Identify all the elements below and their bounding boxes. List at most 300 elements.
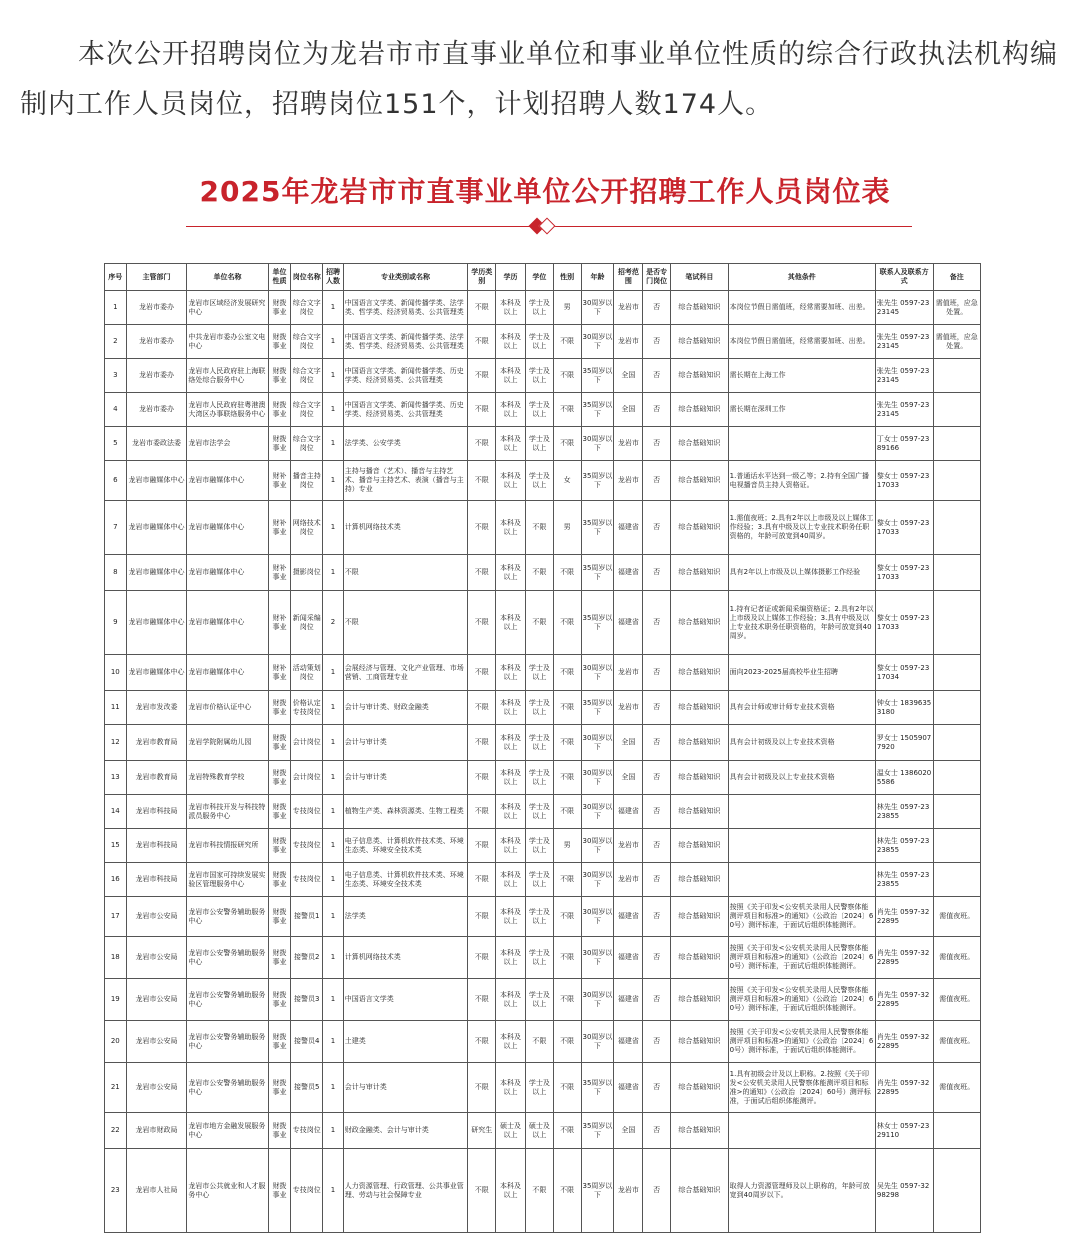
table-cell: 按照《关于印发<公安机关录用人民警察体能测评项目和标准>的通知》（公政治〔2024〕60号）测评标准，于面试后组织体能测评。: [728, 937, 875, 979]
table-cell: 龙岩市地方金融发展服务中心: [187, 1113, 268, 1149]
table-cell: 学士及以上: [525, 761, 553, 795]
table-cell: 龙岩市区域经济发展研究中心: [187, 291, 268, 325]
table-cell: 学士及以上: [525, 937, 553, 979]
table-cell: 财补事业: [268, 555, 291, 591]
table-cell: 综合基础知识: [671, 795, 729, 829]
table-cell: 综合基础知识: [671, 591, 729, 655]
table-cell: 会计岗位: [291, 725, 323, 761]
table-cell: 龙岩市人社局: [126, 1149, 187, 1233]
table-cell: 福建省: [614, 555, 643, 591]
table-cell: 龙岩市公安警务辅助服务中心: [187, 937, 268, 979]
table-cell: 综合文字岗位: [291, 325, 323, 359]
table-cell: 不限: [553, 1149, 581, 1233]
table-cell: 不限: [525, 501, 553, 555]
table-cell: 不限: [553, 795, 581, 829]
column-header: 招考范围: [614, 264, 643, 291]
table-cell: 土建类: [343, 1021, 468, 1063]
table-cell: 财补事业: [268, 591, 291, 655]
table-cell: 23: [105, 1149, 127, 1233]
table-cell: 1: [323, 461, 344, 501]
table-cell: 主持与播音（艺术）、播音与主持艺术、播音与主持艺术、表演（播音与主持）专业: [343, 461, 468, 501]
table-cell: 会展经济与管理、文化产业管理、市场营销、工商管理专业: [343, 655, 468, 691]
table-cell: [933, 359, 981, 393]
table-cell: 1: [323, 393, 344, 427]
table-cell: 学士及以上: [525, 725, 553, 761]
table-row: [105, 655, 981, 691]
table-cell: 本岗位节假日需值班，经常需要加班、出差。: [728, 325, 875, 359]
table-cell: 龙岩市公安局: [126, 1021, 187, 1063]
table-cell: 本科及以上: [496, 979, 526, 1021]
table-cell: 福建省: [614, 795, 643, 829]
table-cell: 综合基础知识: [671, 1113, 729, 1149]
table-cell: 30周岁以下: [581, 979, 614, 1021]
table-cell: 吴先生 0597-3298298: [875, 1149, 933, 1233]
table-cell: 不限: [553, 691, 581, 725]
table-cell: 财拨事业: [268, 897, 291, 937]
table-cell: [728, 795, 875, 829]
table-cell: 专技岗位: [291, 863, 323, 897]
column-header: 笔试科目: [671, 264, 729, 291]
table-cell: 财拨事业: [268, 1149, 291, 1233]
table-cell: 龙岩市公安警务辅助服务中心: [187, 979, 268, 1021]
table-cell: 35周岁以下: [581, 691, 614, 725]
table-cell: 网络技术岗位: [291, 501, 323, 555]
table-cell: 不限: [468, 655, 496, 691]
column-header: 单位名称: [187, 264, 268, 291]
table-cell: 龙岩市融媒体中心: [187, 655, 268, 691]
table-cell: [933, 795, 981, 829]
table-cell: 否: [643, 359, 671, 393]
table-cell: 财拨事业: [268, 863, 291, 897]
table-cell: 12: [105, 725, 127, 761]
column-header: 学位: [525, 264, 553, 291]
table-cell: 否: [643, 761, 671, 795]
position-table: [104, 263, 981, 1233]
table-cell: 按照《关于印发<公安机关录用人民警察体能测评项目和标准>的通知》（公政治〔2024〕60号）测评标准，于面试后组织体能测评。: [728, 1021, 875, 1063]
table-cell: 综合基础知识: [671, 427, 729, 461]
table-cell: [933, 1149, 981, 1233]
divider-diamond-outline-icon: [539, 218, 556, 235]
table-row: [105, 1021, 981, 1063]
table-cell: 需长期在上海工作: [728, 359, 875, 393]
table-cell: 不限: [468, 427, 496, 461]
column-header: 招聘人数: [323, 264, 344, 291]
table-cell: 综合基础知识: [671, 655, 729, 691]
table-cell: 30周岁以下: [581, 761, 614, 795]
table-cell: 本科及以上: [496, 795, 526, 829]
table-cell: 不限: [468, 501, 496, 555]
table-cell: 肖先生 0597-3222895: [875, 979, 933, 1021]
table-cell: 福建省: [614, 501, 643, 555]
table-title: 2025年龙岩市市直事业单位公开招聘工作人员岗位表: [199, 175, 891, 208]
table-cell: 学士及以上: [525, 461, 553, 501]
table-cell: 30周岁以下: [581, 829, 614, 863]
table-cell: 接警员3: [291, 979, 323, 1021]
table-cell: 不限: [468, 1149, 496, 1233]
table-cell: 龙岩市融媒体中心: [187, 555, 268, 591]
table-cell: 11: [105, 691, 127, 725]
table-cell: 龙岩市: [614, 461, 643, 501]
intro-paragraph: 本次公开招聘岗位为龙岩市市直事业单位和事业单位性质的综合行政执法机构编制内工作人员岗位，招聘岗位151个，计划招聘人数174人。: [20, 39, 1058, 120]
table-cell: 龙岩市科技开发与科技特派员服务中心: [187, 795, 268, 829]
column-header: 其他条件: [728, 264, 875, 291]
table-cell: 综合基础知识: [671, 461, 729, 501]
table-cell: 1.需值夜班；2.具有2年以上市级及以上媒体工作经验；3.具有中级及以上专业技术职务任职资格的，年龄可放宽到40周岁。: [728, 501, 875, 555]
table-cell: 不限: [468, 1021, 496, 1063]
table-cell: 林女士 0597-2329110: [875, 1113, 933, 1149]
table-cell: 否: [643, 937, 671, 979]
table-cell: 不限: [468, 359, 496, 393]
table-row: [105, 393, 981, 427]
table-cell: 财拨事业: [268, 979, 291, 1021]
table-cell: 不限: [468, 897, 496, 937]
table-cell: [933, 761, 981, 795]
table-cell: 13: [105, 761, 127, 795]
table-cell: 综合基础知识: [671, 393, 729, 427]
table-cell: 财拨事业: [268, 1021, 291, 1063]
table-cell: 龙岩市: [614, 863, 643, 897]
table-cell: 综合基础知识: [671, 691, 729, 725]
table-cell: 1: [323, 427, 344, 461]
table-cell: 否: [643, 1021, 671, 1063]
table-cell: 本科及以上: [496, 1149, 526, 1233]
table-cell: 龙岩市: [614, 655, 643, 691]
table-cell: 需值夜班。: [933, 937, 981, 979]
table-cell: 综合基础知识: [671, 359, 729, 393]
table-cell: 财补事业: [268, 501, 291, 555]
table-cell: 黎女士 0597-2317033: [875, 591, 933, 655]
table-cell: 播音主持岗位: [291, 461, 323, 501]
table-cell: 35周岁以下: [581, 461, 614, 501]
table-cell: 1: [323, 761, 344, 795]
table-cell: 综合文字岗位: [291, 427, 323, 461]
table-cell: 综合文字岗位: [291, 393, 323, 427]
table-cell: 不限: [468, 1063, 496, 1113]
table-cell: 龙岩市公共就业和人才服务中心: [187, 1149, 268, 1233]
table-cell: 否: [643, 863, 671, 897]
table-cell: 本科及以上: [496, 393, 526, 427]
table-row: [105, 725, 981, 761]
table-cell: 否: [643, 897, 671, 937]
table-cell: 不限: [468, 761, 496, 795]
table-cell: 1: [323, 291, 344, 325]
table-cell: 女: [553, 461, 581, 501]
table-cell: 否: [643, 591, 671, 655]
table-cell: 否: [643, 325, 671, 359]
table-cell: 需值夜班。: [933, 1021, 981, 1063]
table-cell: 龙岩市科技局: [126, 829, 187, 863]
table-cell: 不限: [553, 1021, 581, 1063]
table-cell: 计算机网络技术类: [343, 937, 468, 979]
table-cell: 不限: [468, 461, 496, 501]
table-cell: 否: [643, 501, 671, 555]
table-cell: 财补事业: [268, 655, 291, 691]
table-cell: 龙岩市: [614, 691, 643, 725]
table-cell: 财补事业: [268, 461, 291, 501]
table-cell: 综合基础知识: [671, 501, 729, 555]
table-cell: 财拨事业: [268, 1113, 291, 1149]
table-cell: 龙岩市: [614, 427, 643, 461]
table-cell: 本科及以上: [496, 359, 526, 393]
table-cell: 1: [105, 291, 127, 325]
column-header: 专业类别或名称: [343, 264, 468, 291]
table-cell: 30周岁以下: [581, 897, 614, 937]
table-cell: 35周岁以下: [581, 501, 614, 555]
table-cell: 取得人力资源管理师及以上职称的，年龄可放宽到40周岁以下。: [728, 1149, 875, 1233]
table-cell: 综合基础知识: [671, 1021, 729, 1063]
table-cell: 学士及以上: [525, 291, 553, 325]
table-cell: 不限: [468, 591, 496, 655]
table-cell: 35周岁以下: [581, 393, 614, 427]
table-cell: 龙岩市融媒体中心: [126, 461, 187, 501]
table-cell: [728, 829, 875, 863]
table-cell: 龙岩市融媒体中心: [126, 555, 187, 591]
table-cell: 1: [323, 1149, 344, 1233]
table-cell: 综合基础知识: [671, 937, 729, 979]
table-cell: 本科及以上: [496, 291, 526, 325]
table-cell: 综合文字岗位: [291, 359, 323, 393]
table-cell: 1.普通话水平达到一级乙等；2.持有全国广播电视播音员主持人资格证。: [728, 461, 875, 501]
table-cell: 本科及以上: [496, 501, 526, 555]
table-cell: [728, 863, 875, 897]
table-cell: 本科及以上: [496, 829, 526, 863]
table-cell: 不限: [525, 1021, 553, 1063]
table-cell: 不限: [553, 979, 581, 1021]
table-cell: 龙岩市委办: [126, 393, 187, 427]
table-cell: 不限: [553, 863, 581, 897]
table-row: [105, 863, 981, 897]
table-cell: 否: [643, 1063, 671, 1113]
table-cell: 财拨事业: [268, 1063, 291, 1113]
table-cell: 丁女士 0597-2389166: [875, 427, 933, 461]
table-cell: 30周岁以下: [581, 863, 614, 897]
table-cell: 具有会计初级及以上专业技术资格: [728, 761, 875, 795]
table-cell: 中国语言文学类、新闻传播学类、历史学类、经济贸易类、公共管理类: [343, 359, 468, 393]
table-cell: 黎女士 0597-2317033: [875, 501, 933, 555]
table-cell: 龙岩市融媒体中心: [126, 591, 187, 655]
table-cell: 1: [323, 795, 344, 829]
table-cell: 不限: [553, 1063, 581, 1113]
column-header: 是否专门岗位: [643, 264, 671, 291]
table-cell: 龙岩市科技情报研究所: [187, 829, 268, 863]
table-cell: 综合基础知识: [671, 829, 729, 863]
table-row: [105, 359, 981, 393]
table-cell: 本科及以上: [496, 1021, 526, 1063]
table-cell: 价格认定专技岗位: [291, 691, 323, 725]
table-cell: 罗女士 15059077920: [875, 725, 933, 761]
column-header: 学历类别: [468, 264, 496, 291]
table-cell: 否: [643, 427, 671, 461]
table-cell: 龙岩市公安局: [126, 937, 187, 979]
table-cell: 35周岁以下: [581, 359, 614, 393]
table-cell: 1: [323, 359, 344, 393]
table-cell: 9: [105, 591, 127, 655]
table-cell: 否: [643, 555, 671, 591]
table-cell: 本科及以上: [496, 655, 526, 691]
table-cell: 综合基础知识: [671, 863, 729, 897]
table-cell: 龙岩市: [614, 829, 643, 863]
table-row: [105, 427, 981, 461]
table-cell: 龙岩市委办: [126, 359, 187, 393]
table-cell: 35周岁以下: [581, 1113, 614, 1149]
table-cell: 福建省: [614, 897, 643, 937]
table-cell: 摄影岗位: [291, 555, 323, 591]
table-cell: 17: [105, 897, 127, 937]
table-cell: 学士及以上: [525, 829, 553, 863]
table-row: [105, 291, 981, 325]
table-cell: 30周岁以下: [581, 937, 614, 979]
table-cell: 19: [105, 979, 127, 1021]
table-cell: 不限: [553, 359, 581, 393]
table-cell: 本科及以上: [496, 725, 526, 761]
table-cell: 2: [105, 325, 127, 359]
table-cell: 接警员4: [291, 1021, 323, 1063]
table-cell: 不限: [468, 863, 496, 897]
table-cell: 不限: [468, 937, 496, 979]
table-cell: 15: [105, 829, 127, 863]
table-cell: 财拨事业: [268, 725, 291, 761]
table-cell: 30周岁以下: [581, 427, 614, 461]
column-header: 年龄: [581, 264, 614, 291]
table-cell: 具有会计师或审计师专业技术资格: [728, 691, 875, 725]
table-cell: 本科及以上: [496, 325, 526, 359]
table-cell: 1: [323, 1113, 344, 1149]
table-cell: 张先生 0597-2323145: [875, 359, 933, 393]
table-cell: 专技岗位: [291, 1149, 323, 1233]
table-cell: [933, 691, 981, 725]
table-cell: 龙岩市人民政府驻上海联络处综合服务中心: [187, 359, 268, 393]
table-cell: 会计与审计类: [343, 725, 468, 761]
table-cell: 18: [105, 937, 127, 979]
table-cell: 否: [643, 291, 671, 325]
table-cell: 黎女士 0597-2317033: [875, 461, 933, 501]
table-cell: 林先生 0597-2323855: [875, 863, 933, 897]
table-cell: [933, 829, 981, 863]
table-cell: 张先生 0597-2323145: [875, 291, 933, 325]
table-cell: 会计与审计类: [343, 761, 468, 795]
table-cell: 否: [643, 795, 671, 829]
table-cell: 会计与审计类: [343, 1063, 468, 1113]
table-cell: 35周岁以下: [581, 1149, 614, 1233]
table-cell: 10: [105, 655, 127, 691]
table-cell: 福建省: [614, 1063, 643, 1113]
table-cell: 具有2年以上市级及以上媒体摄影工作经验: [728, 555, 875, 591]
table-cell: 接警员2: [291, 937, 323, 979]
table-cell: 学士及以上: [525, 325, 553, 359]
table-cell: 龙岩市科技局: [126, 795, 187, 829]
table-cell: 3: [105, 359, 127, 393]
table-row: [105, 461, 981, 501]
table-cell: 不限: [468, 979, 496, 1021]
table-cell: 需值班，应急处置。: [933, 291, 981, 325]
table-cell: 综合基础知识: [671, 1149, 729, 1233]
table-cell: 21: [105, 1063, 127, 1113]
table-cell: 学士及以上: [525, 1063, 553, 1113]
table-cell: 电子信息类、计算机软件技术类、环境生态类、环境安全技术类: [343, 829, 468, 863]
table-cell: 林先生 0597-2323855: [875, 829, 933, 863]
table-row: [105, 555, 981, 591]
table-cell: 1.具有初级会计及以上职称。2.按照《关于印发<公安机关录用人民警察体能测评项目和标准>的通知》（公政治〔2024〕60号）测评标准，于面试后组织体能测评。: [728, 1063, 875, 1113]
table-cell: 不限: [343, 555, 468, 591]
table-row: [105, 325, 981, 359]
table-cell: 本科及以上: [496, 691, 526, 725]
table-cell: 本岗位节假日需值班，经常需要加班、出差。: [728, 291, 875, 325]
table-cell: 财政金融类、会计与审计类: [343, 1113, 468, 1149]
table-cell: 8: [105, 555, 127, 591]
table-cell: 不限: [553, 325, 581, 359]
table-cell: 电子信息类、计算机软件技术类、环境生态类、环境安全技术类: [343, 863, 468, 897]
table-cell: 中国语言文学类、新闻传播学类、历史学类、经济贸易类、公共管理类: [343, 393, 468, 427]
column-header: 联系人及联系方式: [875, 264, 933, 291]
table-cell: 肖先生 0597-3222895: [875, 1063, 933, 1113]
table-row: [105, 691, 981, 725]
table-cell: 按照《关于印发<公安机关录用人民警察体能测评项目和标准>的通知》（公政治〔2024〕60号）测评标准，于面试后组织体能测评。: [728, 979, 875, 1021]
table-cell: 中国语言文学类、新闻传播学类、法学类、哲学类、经济贸易类、公共管理类: [343, 291, 468, 325]
table-cell: 福建省: [614, 591, 643, 655]
table-cell: 本科及以上: [496, 937, 526, 979]
table-row: [105, 761, 981, 795]
table-cell: 新闻采编岗位: [291, 591, 323, 655]
table-cell: 30周岁以下: [581, 795, 614, 829]
table-cell: 全国: [614, 761, 643, 795]
table-cell: 16: [105, 863, 127, 897]
table-cell: 黎女士 0597-2317034: [875, 655, 933, 691]
table-cell: 龙岩市委政法委: [126, 427, 187, 461]
table-cell: 财拨事业: [268, 937, 291, 979]
table-cell: 财拨事业: [268, 795, 291, 829]
table-cell: 法学类: [343, 897, 468, 937]
table-cell: 财拨事业: [268, 427, 291, 461]
table-cell: 财拨事业: [268, 359, 291, 393]
table-cell: 具有会计初级及以上专业技术资格: [728, 725, 875, 761]
table-cell: 否: [643, 461, 671, 501]
table-cell: 福建省: [614, 937, 643, 979]
table-cell: 不限: [553, 937, 581, 979]
table-cell: 30周岁以下: [581, 325, 614, 359]
table-cell: [933, 393, 981, 427]
table-cell: 不限: [553, 1113, 581, 1149]
table-cell: 财拨事业: [268, 291, 291, 325]
table-cell: 本科及以上: [496, 555, 526, 591]
table-cell: 龙岩市: [614, 325, 643, 359]
table-cell: 30周岁以下: [581, 655, 614, 691]
table-cell: 学士及以上: [525, 979, 553, 1021]
table-cell: 本科及以上: [496, 427, 526, 461]
table-cell: 7: [105, 501, 127, 555]
table-cell: [933, 555, 981, 591]
table-row: [105, 1063, 981, 1113]
table-cell: 22: [105, 1113, 127, 1149]
table-cell: 研究生: [468, 1113, 496, 1149]
table-cell: 龙岩市公安警务辅助服务中心: [187, 1021, 268, 1063]
table-cell: 不限: [468, 393, 496, 427]
column-header: 性别: [553, 264, 581, 291]
table-cell: 否: [643, 393, 671, 427]
table-cell: 张先生 0597-2323145: [875, 393, 933, 427]
table-row: [105, 1149, 981, 1233]
table-cell: 硕士及以上: [525, 1113, 553, 1149]
table-cell: 本科及以上: [496, 761, 526, 795]
table-cell: 不限: [553, 591, 581, 655]
table-cell: 男: [553, 501, 581, 555]
table-cell: 龙岩市委办: [126, 291, 187, 325]
table-cell: 5: [105, 427, 127, 461]
table-cell: 中国语言文学类、新闻传播学类、法学类、哲学类、经济贸易类、公共管理类: [343, 325, 468, 359]
table-cell: [728, 427, 875, 461]
table-cell: 龙岩市发改委: [126, 691, 187, 725]
table-cell: 不限: [468, 555, 496, 591]
table-cell: 否: [643, 691, 671, 725]
